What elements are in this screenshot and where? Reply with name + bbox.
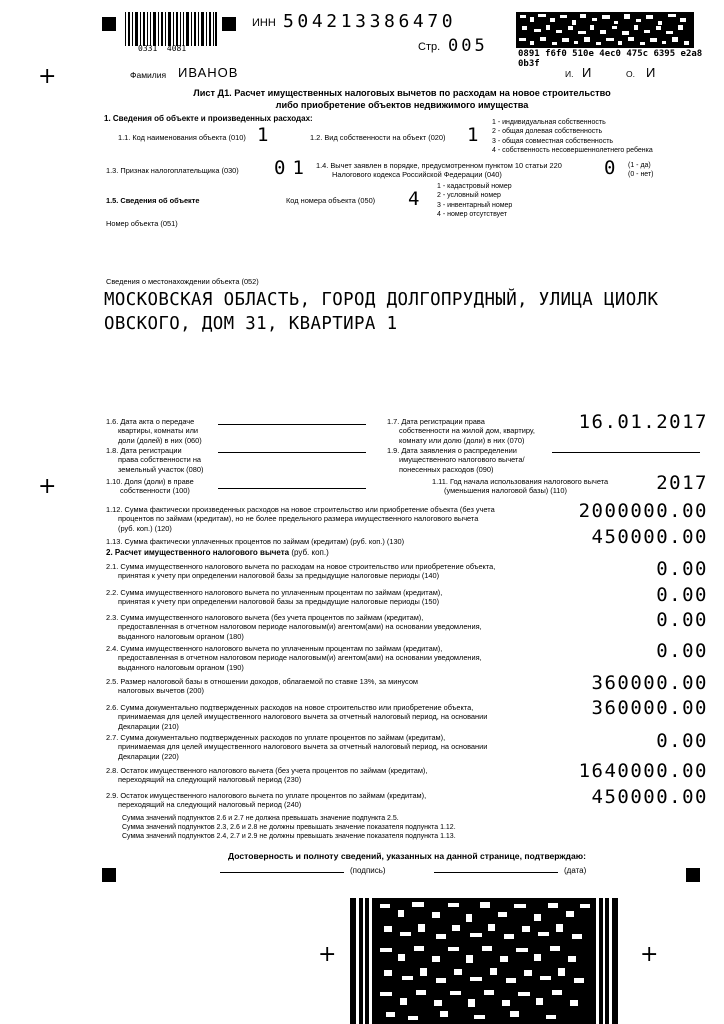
marker-square-bottom-left (102, 868, 116, 882)
yes-option: (1 - да) (628, 162, 651, 169)
field-2-3-label (106, 613, 482, 641)
sheet-title-line2: либо приобретение объектов недвижимого имущества (275, 100, 529, 110)
2d-barcode-bottom (350, 898, 618, 1024)
ownership-options (492, 118, 653, 155)
ownership-option: 2 - общая долевая собственность (492, 128, 603, 136)
section1-heading: 1. Сведения об объекте и произведенных расходах: (104, 114, 313, 123)
object-number-label: Номер объекта (051) (106, 219, 178, 228)
label-line: (уменьшения налоговой базы) (110) (444, 486, 567, 496)
object-code-option: 1 - кадастровый номер (437, 183, 512, 190)
label-line: (руб. коп.) (120) (118, 523, 172, 533)
confirmation-text: Достоверность и полноту сведений, указанных на данной странице, подтверждаю: (228, 851, 586, 861)
label-line: 1.12. Сумма фактически произведенных расходов на новое строительство или приобретение объекта (без учета (106, 505, 495, 514)
label-line: Декларации (210) (118, 721, 179, 731)
label-line: 2.2. Сумма имущественного налогового вычета по уплаченным процентам по займам (кредитам), (106, 588, 443, 597)
note-line: Сумма значений подпунктов 2.3, 2.6 и 2.8 не должны превышать значение показателя подпункта 1.12. (122, 824, 456, 831)
label-line: 1.9. Дата заявления о распределении (387, 446, 517, 455)
label-line: 1.10. Доля (доли) в праве (106, 477, 194, 486)
field-1-10-label (106, 477, 194, 496)
field-2-8-value: 1640000.00 (578, 760, 708, 782)
field-2-9-label (106, 791, 426, 810)
initial-first-value: И (582, 65, 592, 80)
field-1-4-value: 0 (604, 157, 618, 179)
field-1-4-label-line2: Налогового кодекса Российской Федерации (040) (332, 170, 502, 179)
label-line: собственности на жилой дом, квартиру, (399, 426, 535, 436)
section2-heading (106, 548, 329, 558)
label-line: Декларации (220) (118, 751, 179, 761)
label-line: 1.8. Дата регистрации (106, 446, 182, 455)
field-1-7-value: 16.01.2017 (578, 411, 708, 433)
field-1-13-label: 1.13. Сумма фактически уплаченных процентов по займам (кредитам) (руб. коп.) (130) (106, 537, 405, 546)
ownership-option: 4 - собственность несовершеннолетнего ребенка (492, 146, 653, 154)
section2-heading-unit: (руб. коп.) (289, 548, 329, 557)
label-line: налоговых вычетов (200) (118, 686, 204, 696)
label-line: 1.7. Дата регистрации права (387, 417, 485, 426)
field-1-7-label (387, 417, 535, 445)
marker-square-top-mid (222, 17, 236, 31)
field-1-1-label: 1.1. Код наименования объекта (010) (118, 133, 246, 142)
field-1-1-value: 1 (257, 124, 271, 146)
label-line: принимаемая для целей имущественного налогового вычета за отчетный налоговый период, на основании (118, 712, 488, 722)
field-2-5-label (106, 677, 418, 696)
label-line: земельный участок (080) (118, 464, 204, 474)
field-2-4-value: 0.00 (656, 640, 708, 662)
label-line: принятая к учету при определении налоговой базы за предыдущие налоговые периоды (150) (118, 597, 440, 607)
label-line: предоставленная в отчетном налоговом периоде налоговым(и) агентом(ами) на основании уведомления, (118, 653, 482, 663)
field-2-1-value: 0.00 (656, 558, 708, 580)
validation-notes (122, 814, 456, 841)
sheet-title-line1: Лист Д1. Расчет имущественных налоговых вычетов по расходам на новое строительство (193, 88, 611, 98)
label-line: 2.5. Размер налоговой базы в отношении доходов, облагаемой по ставке 13%, за минусом (106, 677, 419, 686)
barcode-number: 0331 4081 (138, 44, 187, 53)
field-1-3-label: 1.3. Признак налогоплательщика (030) (106, 166, 239, 175)
object-code-options (437, 182, 512, 219)
object-code-option: 3 - инвентарный номер (437, 201, 513, 209)
label-line: доли (долей) в них (060) (118, 435, 202, 445)
note-line: Сумма значений подпунктов 2.4, 2.7 и 2.9 не должны превышать значение показателя подпункта 1.13. (122, 833, 456, 840)
field-2-8-label (106, 766, 427, 785)
crosshair-left-top: + (38, 64, 57, 89)
label-line: имущественного налогового вычета/ (399, 455, 525, 465)
object-code-value: 4 (408, 188, 422, 210)
field-2-5-value: 360000.00 (591, 672, 708, 694)
field-1-8-input-line (218, 452, 366, 453)
no-option: (0 - нет) (628, 171, 654, 179)
crosshair-left-mid: + (38, 474, 57, 499)
ownership-option: 1 - индивидуальная собственность (492, 119, 606, 126)
marker-square-bottom-right (686, 868, 700, 882)
note-line: Сумма значений подпунктов 2.6 и 2.7 не должна превышать значение подпункта 2.5. (122, 815, 399, 822)
field-1-9-label (387, 446, 525, 474)
field-1-6-label (106, 417, 202, 445)
field-1-3-value: 01 (274, 157, 311, 179)
label-line: 1.6. Дата акта о передаче (106, 417, 195, 426)
address-line: МОСКОВСКАЯ ОБЛАСТЬ, ГОРОД ДОЛГОПРУДНЫЙ, УЛИЦА ЦИОЛК (104, 290, 659, 310)
label-line: понесенных расходов (090) (399, 464, 494, 474)
object-code-option: 2 - условный номер (437, 192, 501, 200)
field-2-2-label (106, 588, 442, 607)
field-2-3-value: 0.00 (656, 609, 708, 631)
field-1-10-input-line (218, 488, 366, 489)
label-line: 2.7. Сумма документально подтвержденных расходов по уплате процентов по займам (кредитам), (106, 733, 446, 742)
location-label: Сведения о местонахождении объекта (052) (106, 277, 259, 286)
surname-value: ИВАНОВ (178, 65, 239, 80)
page-number: 005 (448, 36, 488, 56)
field-1-11-value: 2017 (656, 472, 708, 494)
field-1-2-value: 1 (467, 124, 481, 146)
crosshair-bottom-left: + (318, 942, 337, 967)
field-1-6-input-line (218, 424, 366, 425)
ownership-option: 3 - общая совместная собственность (492, 137, 614, 145)
field-2-7-label (106, 733, 487, 761)
field-1-8-label (106, 446, 203, 474)
field-1-12-label (106, 505, 495, 533)
field-1-5-label: 1.5. Сведения об объекте (106, 196, 200, 205)
field-2-2-value: 0.00 (656, 584, 708, 606)
label-line: 2.1. Сумма имущественного налогового вычета по расходам на новое строительство или приобретение объекта, (106, 562, 496, 571)
label-line: принимаемая для целей имущественного налогового вычета за отчетный налоговый период, на основании (118, 742, 488, 752)
field-1-13-value: 450000.00 (591, 526, 708, 548)
label-line: квартиры, комнаты или (118, 426, 199, 436)
inn-value: 504213386470 (283, 11, 457, 32)
crosshair-bottom-right: + (640, 942, 659, 967)
field-2-1-label (106, 562, 495, 581)
label-line: права собственности на (118, 455, 202, 465)
field-2-9-value: 450000.00 (591, 786, 708, 808)
date-label: (дата) (564, 866, 587, 875)
label-line: собственности (100) (120, 486, 190, 496)
field-2-7-value: 0.00 (656, 730, 708, 752)
field-2-4-label (106, 644, 482, 672)
field-1-11-label (432, 477, 608, 496)
field-1-4-options (628, 161, 654, 180)
field-2-6-value: 360000.00 (591, 697, 708, 719)
address-value (104, 288, 704, 336)
label-line: переходящий на следующий налоговый период (230) (118, 775, 302, 785)
document-code: 0891 f6f0 510e 4ec0 475c 6395 e2a8 0b3f (518, 49, 703, 69)
page-label: Стр. (418, 41, 441, 53)
label-line: 2.4. Сумма имущественного налогового вычета по уплаченным процентам по займам (кредитам), (106, 644, 443, 653)
label-line: принятая к учету при определении налоговой базы за предыдущие налоговые периоды (140) (118, 571, 440, 581)
field-1-12-value: 2000000.00 (578, 500, 708, 522)
linear-barcode (125, 12, 217, 48)
field-2-6-label (106, 703, 487, 731)
label-line: комнату или долю (доли) в них (070) (399, 435, 525, 445)
label-line: выданного налоговым органом (180) (118, 631, 244, 641)
marker-square-top-left (102, 17, 116, 31)
field-1-2-label: 1.2. Вид собственности на объект (020) (310, 133, 446, 142)
label-line: 2.9. Остаток имущественного налогового вычета по уплате процентов по займам (кредитам), (106, 791, 427, 800)
label-line: выданного налоговым органом (190) (118, 662, 244, 672)
object-code-option: 4 - номер отсутствует (437, 210, 507, 218)
date-line (434, 872, 558, 873)
object-code-label: Код номера объекта (050) (286, 196, 376, 205)
initial-first-label: И. (565, 69, 574, 79)
surname-label: Фамилия (130, 70, 167, 80)
signature-line (220, 872, 344, 873)
label-line: 2.3. Сумма имущественного налогового вычета (без учета процентов по займам (кредитам), (106, 613, 424, 622)
signature-label: (подпись) (350, 866, 386, 875)
initial-patronymic-label: О. (626, 69, 635, 79)
label-line: предоставленная в отчетном налоговом периоде налоговым(и) агентом(ами) на основании уведомления, (118, 622, 482, 632)
label-line: 2.8. Остаток имущественного налогового вычета (без учета процентов по займам (кредитам), (106, 766, 428, 775)
initial-patronymic-value: И (646, 65, 656, 80)
field-1-4-label-line1: 1.4. Вычет заявлен в порядке, предусмотренном пунктом 10 статьи 220 (316, 161, 562, 170)
2d-barcode-top (516, 12, 694, 48)
field-1-9-input-line (552, 452, 700, 453)
inn-label: ИНН (252, 17, 276, 29)
label-line: процентов по займам (кредитам), но не более предельного размера имущественного налогового вычета (118, 514, 479, 524)
address-line: ОВСКОГО, ДОМ 31, КВАРТИРА 1 (104, 314, 398, 334)
label-line: переходящий на следующий налоговый период (240) (118, 800, 302, 810)
section2-heading-text: 2. Расчет имущественного налогового вычета (106, 548, 290, 557)
label-line: 1.11. Год начала использования налогового вычета (432, 477, 609, 486)
label-line: 2.6. Сумма документально подтвержденных расходов на новое строительство или приобретение объекта, (106, 703, 474, 712)
